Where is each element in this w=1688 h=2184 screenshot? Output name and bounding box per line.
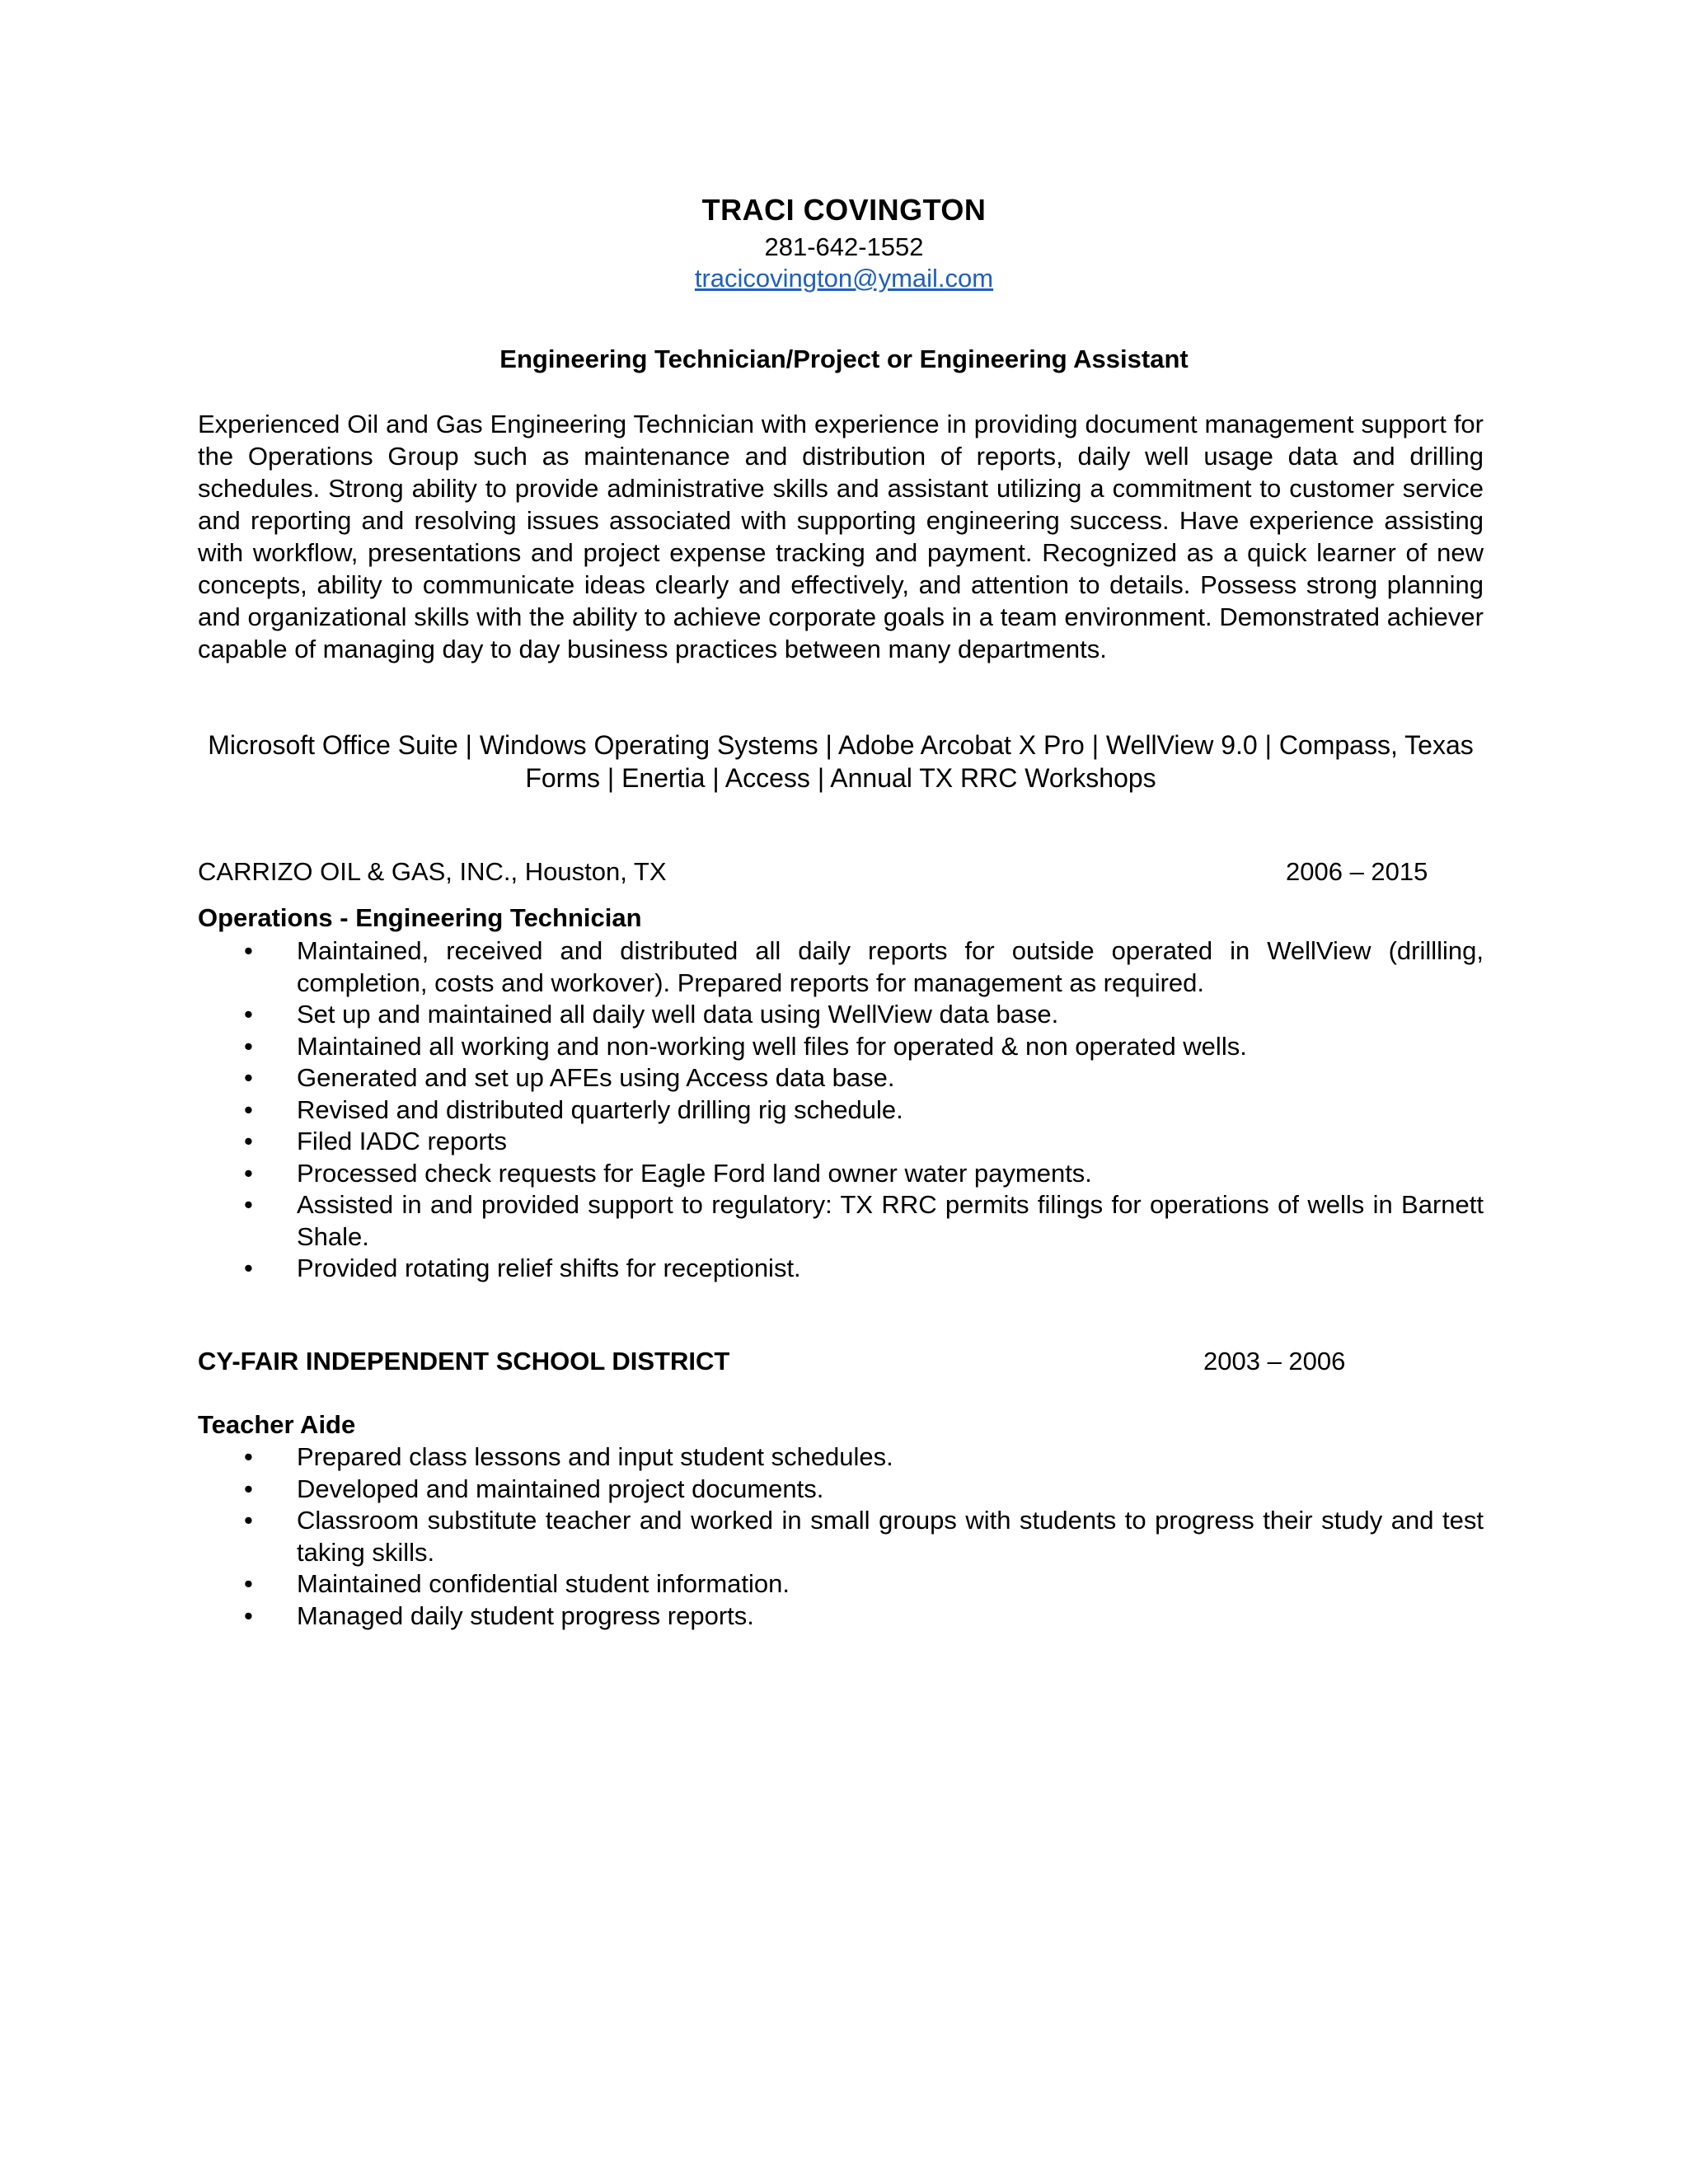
list-item <box>198 1568 1484 1601</box>
list-item-text: Managed daily student progress reports. <box>297 1601 754 1630</box>
list-item <box>198 1158 1484 1190</box>
bullet-icon: • <box>244 1474 253 1503</box>
skills-line: Microsoft Office Suite | Windows Operating Systems | Adobe Arcobat X Pro | WellView 9.0 | Compass, Texas Forms | Enertia | Access | Annual TX RRC Workshops <box>208 730 1474 793</box>
list-item <box>198 1031 1484 1063</box>
list-item <box>198 1441 1484 1474</box>
bullet-icon: • <box>244 1031 253 1061</box>
list-item <box>198 1062 1484 1094</box>
bullet-icon: • <box>244 1158 253 1188</box>
list-item-text: Maintained, received and distributed all daily reports for outside operated in WellView (drillling, completion, costs and workover). Prepared reports for management as required. <box>297 936 1484 997</box>
list-item <box>198 1094 1484 1127</box>
bullet-icon: • <box>244 1094 253 1124</box>
list-item-text: Generated and set up AFEs using Access data base. <box>297 1063 895 1092</box>
list-item-text: Maintained all working and non-working well files for operated & non operated wells. <box>297 1031 1247 1061</box>
bullet-icon: • <box>244 1190 253 1219</box>
job-employer: CARRIZO OIL & GAS, INC., Houston, TX <box>198 857 667 886</box>
list-item-text: Maintained confidential student information. <box>297 1569 790 1598</box>
job-dates: 2003 – 2006 <box>1203 1347 1346 1376</box>
list-item-text: Provided rotating relief shifts for receptionist. <box>297 1254 801 1282</box>
list-item-text: Set up and maintained all daily well data using WellView data base. <box>297 1000 1059 1029</box>
job-responsibilities <box>198 935 1484 1285</box>
objective-title: Engineering Technician/Project or Engineering Assistant <box>499 344 1189 373</box>
bullet-icon: • <box>244 1063 253 1092</box>
list-item-text: Developed and maintained project documents. <box>297 1474 824 1503</box>
list-item-text: Revised and distributed quarterly drilling rig schedule. <box>297 1094 903 1124</box>
summary-paragraph: Experienced Oil and Gas Engineering Technician with experience in providing document management support for the Operations Group such as maintenance and distribution of reports, daily well usage data and drilling schedules. Strong ability to provide administrative skills and assistant utilizing a commitment to customer service and reporting and resolving issues associated with supporting engineering success. Have experience assisting with workflow, presentations and project expense tracking and payment. Recognized as a quick learner of new concepts, ability to communicate ideas clearly and effectively, and attention to details. Possess strong planning and organizational skills with the ability to achieve corporate goals in a team environment. Demonstrated achiever capable of managing day to day business practices between many departments. <box>198 410 1484 663</box>
bullet-icon: • <box>244 1506 253 1535</box>
job-title: Operations - Engineering Technician <box>198 903 642 932</box>
job-title: Teacher Aide <box>198 1410 356 1439</box>
list-item-text: Processed check requests for Eagle Ford land owner water payments. <box>297 1158 1092 1188</box>
job-employer: CY-FAIR INDEPENDENT SCHOOL DISTRICT <box>198 1347 730 1376</box>
job-dates: 2006 – 2015 <box>1286 857 1428 886</box>
bullet-icon: • <box>244 1000 253 1029</box>
list-item-text: Classroom substitute teacher and worked in small groups with students to progress their study and test taking skills. <box>297 1506 1484 1567</box>
bullet-icon: • <box>244 936 253 965</box>
list-item-text: Filed IADC reports <box>297 1127 507 1155</box>
list-item <box>198 1474 1484 1506</box>
bullet-icon: • <box>244 1254 253 1282</box>
candidate-name: TRACI COVINGTON <box>701 193 987 227</box>
list-item <box>198 935 1484 999</box>
list-item <box>198 999 1484 1031</box>
list-item <box>198 1189 1484 1253</box>
job-employer-line <box>198 1347 1484 1376</box>
bullet-icon: • <box>244 1442 253 1471</box>
bullet-icon: • <box>244 1569 253 1598</box>
job-employer-line <box>198 857 1484 887</box>
job-responsibilities <box>198 1441 1484 1632</box>
list-item-text: Prepared class lessons and input student schedules. <box>297 1442 893 1471</box>
email-link[interactable]: tracicovington@ymail.com <box>694 264 994 293</box>
phone-number: 281-642-1552 <box>764 232 924 261</box>
list-item <box>198 1601 1484 1633</box>
list-item <box>198 1253 1484 1285</box>
bullet-icon: • <box>244 1601 253 1630</box>
list-item <box>198 1126 1484 1158</box>
list-item-text: Assisted in and provided support to regulatory: TX RRC permits filings for operations of wells in Barnett Shale. <box>297 1190 1484 1251</box>
list-item <box>198 1505 1484 1568</box>
bullet-icon: • <box>244 1127 253 1155</box>
